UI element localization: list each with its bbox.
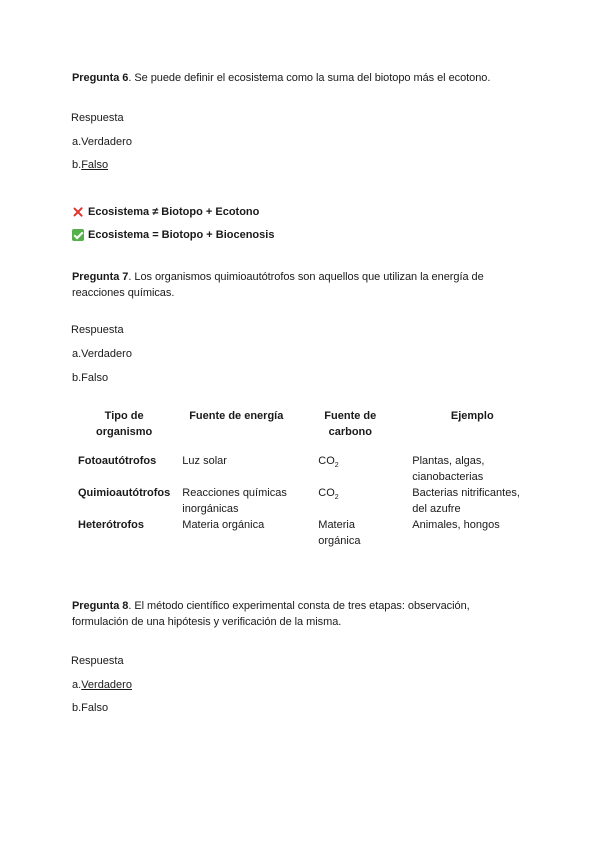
cell-tipo: Fotoautótrofos — [78, 455, 157, 467]
wrong-statement-text: Ecosistema ≠ Biotopo + Ecotono — [88, 206, 260, 218]
question-6-option-a: a.Verdadero — [72, 136, 132, 148]
question-8-option-a-answer: Verdadero — [81, 679, 132, 691]
question-6-respuesta-label: Respuesta — [71, 112, 124, 124]
cell-carbono — [296, 485, 388, 517]
question-7-respuesta-label: Respuesta — [71, 324, 124, 336]
question-6-option-b-prefix: b. — [72, 159, 82, 171]
cell-carbono — [296, 517, 388, 549]
check-mark-icon — [72, 229, 84, 241]
table-row — [72, 485, 538, 517]
cell-energia: Reacciones químicas inorgánicas — [182, 487, 287, 515]
cell-energia: Materia orgánica — [182, 519, 265, 531]
right-statement — [72, 227, 274, 243]
cell-carbono-subscript: 2 — [334, 462, 339, 470]
question-7-text — [72, 269, 522, 301]
cell-carbono-text: Materia orgánica — [318, 519, 361, 547]
cell-carbono — [296, 453, 388, 485]
cell-carbono-text: CO — [318, 487, 335, 499]
question-6-option-b — [72, 157, 108, 173]
table-header-row — [72, 408, 538, 453]
question-8-option-a — [72, 677, 132, 693]
table-row — [72, 517, 538, 549]
cross-mark-icon — [72, 206, 84, 218]
question-8-label: Pregunta 8 — [72, 600, 129, 612]
question-6-body: . Se puede definir el ecosistema como la suma del biotopo más el ecotono. — [128, 72, 491, 84]
question-8-option-a-prefix: a. — [72, 679, 82, 691]
cell-tipo: Heterótrofos — [78, 519, 145, 531]
question-8-respuesta-label: Respuesta — [71, 655, 124, 667]
question-7-option-b: b.Falso — [72, 372, 109, 384]
wrong-statement — [72, 204, 259, 220]
header-tipo: Tipo de organismo — [96, 410, 153, 438]
question-6-text — [72, 70, 522, 86]
organism-table — [72, 408, 538, 549]
table-row — [72, 453, 538, 485]
question-8-option-b: b.Falso — [72, 702, 109, 714]
cell-carbono-text: CO — [318, 455, 335, 467]
header-carbono: Fuente de carbono — [324, 410, 377, 438]
question-6-option-b-answer: Falso — [81, 159, 109, 171]
header-ejemplo: Ejemplo — [450, 410, 494, 422]
cell-ejemplo: Animales, hongos — [412, 519, 500, 531]
cell-tipo: Quimioautótrofos — [78, 487, 171, 499]
header-energia: Fuente de energía — [189, 410, 284, 422]
question-7-label: Pregunta 7 — [72, 271, 129, 283]
question-6-label: Pregunta 6 — [72, 72, 129, 84]
cell-carbono-subscript: 2 — [334, 494, 339, 502]
question-7-body: . Los organismos quimioautótrofos son aquellos que utilizan la energía de reacciones químicas. — [72, 271, 484, 299]
question-8-body: . El método científico experimental consta de tres etapas: observación, formulación de una hipótesis y verificación de la misma. — [72, 600, 470, 628]
question-8-text — [72, 598, 522, 630]
question-7-option-a: a.Verdadero — [72, 348, 132, 360]
cell-ejemplo: Plantas, algas, cianobacterias — [412, 455, 485, 483]
right-statement-text: Ecosistema = Biotopo + Biocenosis — [88, 229, 275, 241]
cell-energia: Luz solar — [182, 455, 227, 467]
cell-ejemplo: Bacterias nitrificantes, del azufre — [412, 487, 520, 515]
